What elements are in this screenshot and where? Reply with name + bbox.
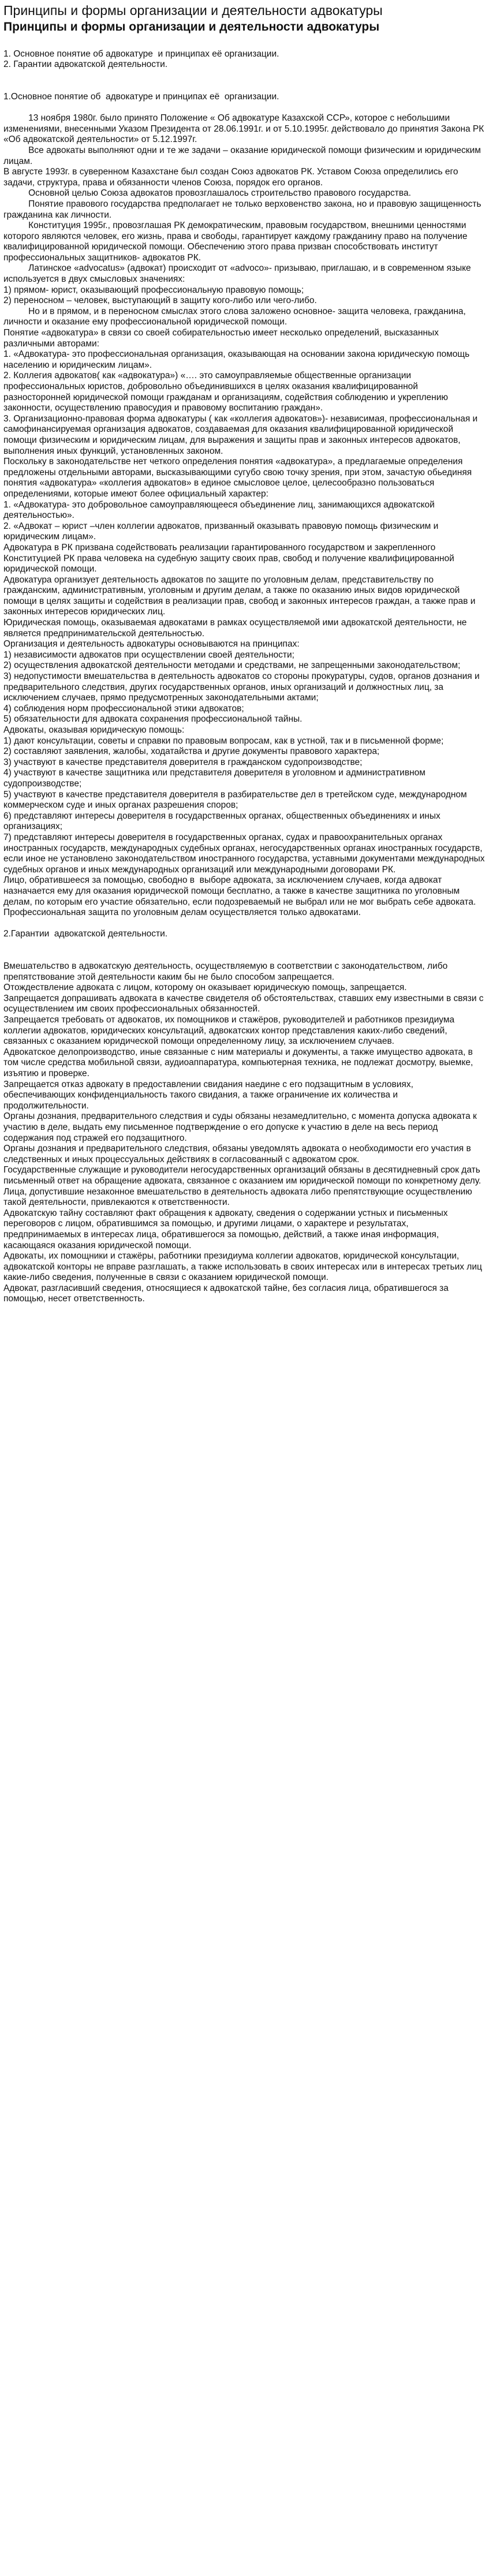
site-title: Принципы и формы организации и деятельности адвокатуры [3, 3, 383, 18]
paragraph: 3) участвуют в качестве представителя доверителя в гражданском судопроизводстве; [3, 757, 363, 767]
paragraph: Конституция 1995г., провозглашая РК демократическим, правовым государством, внешними ценностями которого являются человек, его жизнь, права и свободы, гарантирует каждому гражданину право на получение квалифицированной юридической помощи. Обеспечению этого права призван способствовать институт профессиональных защитников- адвокатов РК. [3, 221, 470, 263]
paragraph: 2) переносном – человек, выступающий в защиту кого-либо или чего-либо. [3, 296, 317, 306]
document-title: Принципы и формы организации и деятельности адвокатуры [3, 20, 380, 33]
blank-line [3, 919, 486, 929]
blank-line [3, 103, 486, 114]
paragraph: 1.Основное понятие об адвокатуре и принципах её организации. [3, 91, 279, 102]
paragraph: Запрещается допрашивать адвоката в качестве свидетеля об обстоятельствах, ставших ему известными в связи с осуществлением им своих профессиональных обязанностей. [3, 993, 486, 1014]
paragraph: 1. Основное понятие об адвокатуре и принципах её организации. [3, 48, 279, 59]
paragraph: Понятие «адвокатура» в связи со своей собирательностью имеет несколько определений, высказанных различными авторами: [3, 328, 442, 349]
blank-line [3, 81, 486, 92]
paragraph: Латинское «advocatus» (адвокат) происходит от «advoco»- призываю, приглашаю, и в современном языке используется в двух смысловых значениях: [3, 263, 473, 285]
paragraph: 5) обязательности для адвоката сохранения профессиональной тайны. [3, 714, 303, 725]
paragraph: 2.Гарантии адвокатской деятельности. [3, 929, 168, 939]
paragraph: 1) прямом- юрист, оказывающий профессиональную правовую помощь; [3, 285, 304, 295]
paragraph: 1. «Адвокатура- это профессиональная организация, оказывающая на основании закона юридическую помощь населению и юридическим лицам». [3, 349, 472, 370]
paragraph: 6) представляют интересы доверителя в государственных органах, общественных объединениях и иных организациях; [3, 811, 443, 832]
paragraph: 13 ноября 1980г. было принято Положение « Об адвокатуре Казахской ССР», которое с небольшими изменениями, внесенными Указом Президента от 28.06.1991г. и от 5.10.1995г. действовало до принятия Закона РК «Об адвокатской деятельности» от 5.12.1997г. [3, 113, 487, 145]
paragraph: Органы дознания и предварительного следствия, обязаны уведомлять адвоката о необходимости его участия в следственных и иных процессуальных действиях в согласованный с адвокатом срок. [3, 1144, 474, 1164]
paragraph: Основной целью Союза адвокатов провозглашалось строительство правового государства. [3, 188, 411, 199]
document-body [3, 38, 486, 1305]
paragraph: Адвокатура организует деятельность адвокатов по защите по уголовным делам, представительству по гражданским, административным, уголовным и другим делам, а также по оказанию иных видов юридической помощи в целях защиты и содействия в реализации прав, свобод и законных интересов граждан, а также прав и законных интересов юридических лиц. [3, 574, 478, 617]
paragraph: 2) составляют заявления, жалобы, ходатайства и другие документы правового характера; [3, 746, 380, 757]
paragraph: Адвокатское делопроизводство, иные связанные с ним материалы и документы, а также имущество адвоката, в том числе средства мобильной связи, аудиоаппаратура, компьютерная техника, не подлежат досмотру, выемке, изъятию и проверке. [3, 1047, 476, 1078]
blank-line [3, 70, 486, 81]
paragraph: 2. «Адвокат – юрист –член коллегии адвокатов, призванный оказывать правовую помощь физическим и юридическим лицам». [3, 521, 441, 542]
paragraph: В августе 1993г. в суверенном Казахстане был создан Союз адвокатов РК. Уставом Союза определились его задачи, структура, права и обязанности членов Союза, порядок его органов. [3, 167, 461, 188]
paragraph: Запрещается отказ адвокату в предоставлении свидания наедине с его подзащитным в условиях, обеспечивающих конфиденциальность такого свидания, а также ограничение их количества и продолжительности. [3, 1079, 416, 1111]
blank-line [3, 38, 486, 49]
paragraph: 7) представляют интересы доверителя в государственных органах, судах и правоохранительных органах иностранных государств, международных судебных органах, негосударственных органах иностранных государств, если иное не установлено законодательством иностранного государства, уставными документами международных судебных органов и иных международных организаций или международными договорами РК. [3, 832, 487, 875]
paragraph: 1. «Адвокатура- это добровольное самоуправляющееся объединение лиц, занимающихся адвокатской деятельностью». [3, 499, 438, 521]
paragraph: Адвокаты, их помощники и стажёры, работники президиума коллегии адвокатов, юридической консультации, адвокатской конторы не вправе разглашать, а также использовать в своих интересах или в интересах третьих лиц какие-либо сведения, полученные в связи с оказанием юридической помощи. [3, 1251, 485, 1283]
paragraph: 2) осуществления адвокатской деятельности методами и средствами, не запрещенными законодательством; [3, 660, 461, 671]
paragraph: Все адвокаты выполняют одни и те же задачи – оказание юридической помощи физическим и юридическим лицам. [3, 145, 484, 166]
paragraph: Адвокатскую тайну составляют факт обращения к адвокату, сведения о содержании устных и письменных переговоров с лицом, обратившимся за помощью, и другими лицами, о характере и результатах, предпринимаемых в интересах лица, обратившегося за помощью, действий, а также иная информация, касающаяся оказания юридической помощи. [3, 1208, 450, 1250]
paragraph: 5) участвуют в качестве представителя доверителя в разбирательстве дел в третейском суде, международном коммерческом суде и иных органах разрешения споров; [3, 789, 470, 811]
paragraph: Лицо, обратившееся за помощью, свободно в выборе адвоката, за исключением случаев, когда адвокат назначается ему для оказания юридической помощи бесплатно, а также в качестве защитника по уголовным делам, по которым его участие обязательно, если подозреваемый не выбрал или не мог выбрать себе адвоката. Профессиональная защита по уголовным делам осуществляется только адвокатами. [3, 875, 479, 918]
paragraph: 4) соблюдения норм профессиональной этики адвокатов; [3, 703, 244, 714]
paragraph: Адвокатура в РК призвана содействовать реализации гарантированного государством и закрепленного Конституцией РК права человека на судебную защиту своих прав, свобод и получение квалифицированной юридической помощи. [3, 542, 457, 574]
paragraph: Адвокат, разгласивший сведения, относящиеся к адвокатской тайне, без согласия лица, обратившегося за помощью, несет ответственность. [3, 1283, 451, 1304]
paragraph: Органы дознания, предварительного следствия и суды обязаны незамедлительно, с момента допуска адвоката к участию в деле, выдать ему письменное подтверждение о его допуске к участию в деле на весь период содержания под стражей его подзащитного. [3, 1111, 480, 1143]
paragraph: Юридическая помощь, оказываемая адвокатами в рамках осуществляемой ими адвокатской деятельности, не является предпринимательской деятельностью. [3, 618, 469, 639]
paragraph: Государственные служащие и руководители негосударственных организаций обязаны в десятидневный срок дать письменный ответ на обращение адвоката, связанное с оказанием им юридической помощи по конкретному делу. [3, 1165, 483, 1186]
paragraph: 1) дают консультации, советы и справки по правовым вопросам, как в устной, так и в письменной форме; [3, 736, 444, 746]
paragraph: 3) недопустимости вмешательства в деятельность адвокатов со стороны прокуратуры, судов, органов дознания и предварительного следствия, других государственных органов, иных организаций и должностных лиц, за исключением случаев, прямо предусмотренных законодательными актами; [3, 671, 482, 703]
paragraph: Адвокаты, оказывая юридическую помощь: [3, 725, 185, 735]
paragraph: 2. Гарантии адвокатской деятельности. [3, 59, 168, 70]
paragraph: Запрещается требовать от адвокатов, их помощников и стажёров, руководителей и работников президиума коллегии адвокатов, юридических консультаций, адвокатских контор представления каких-либо сведений, связанных с оказанием юридической помощи определенному лицу, за исключением случаев. [3, 1015, 457, 1047]
paragraph: Лица, допустившие незаконное вмешательство в деятельность адвоката либо препятствующие осуществлению такой деятельности, привлекаются к ответственности. [3, 1186, 475, 1208]
paragraph: 1) независимости адвокатов при осуществлении своей деятельности; [3, 649, 294, 660]
paragraph: 4) участвуют в качестве защитника или представителя доверителя в уголовном и административном судопроизводстве; [3, 768, 428, 789]
paragraph: 2. Коллегия адвокатов( как «адвокатура») «…. это самоуправляемые общественные организации профессиональных юристов, добровольно объединившихся в целях оказания квалифицированной разносторонней юридической помощи гражданам и организациям, содействия соблюдению и укреплению законности, осуществлению правосудия и правовому воспитанию граждан». [3, 371, 451, 413]
paragraph: 3. Организационно-правовая форма адвокатуры ( как «коллегия адвокатов»)- независимая, профессиональная и самофинансируемая организация адвокатов, создаваемая для оказания квалифицированной юридической помощи физическим и юридическим лицам, для выражения и защиты прав и законных интересов адвокатов, выполнения иных функций, установленных законом. [3, 413, 480, 456]
paragraph: Поскольку в законодательстве нет четкого определения понятия «адвокатура», а предлагаемые определения предложены отдельными авторами, высказывающими сугубо свою точку зрения, при этом, зачастую обьединяя понятия «адвокатура» «коллегия адвокатов» в единое смысловое целое, целесообразно пользоваться определениями, которые имеют более официальный характер: [3, 457, 475, 499]
paragraph: Отождествление адвоката с лицом, которому он оказывает юридическую помощь, запрещается. [3, 983, 407, 993]
paragraph: Понятие правового государства предполагает не только верховенство закона, но и правовую защищенность гражданина как личности. [3, 199, 484, 220]
blank-line [3, 950, 486, 961]
paragraph: Но и в прямом, и в переносном смыслах этого слова заложено основное- защита человека, гражданина, личности и оказание ему профессиональной юридической помощи. [3, 306, 469, 327]
paragraph: Организация и деятельность адвокатуры основываются на принципах: [3, 639, 300, 649]
blank-line [3, 940, 486, 951]
paragraph: Вмешательство в адвокатскую деятельность, осуществляемую в соответствии с законодательством, либо препятствование этой деятельности каким бы не было способом запрещается. [3, 961, 450, 982]
